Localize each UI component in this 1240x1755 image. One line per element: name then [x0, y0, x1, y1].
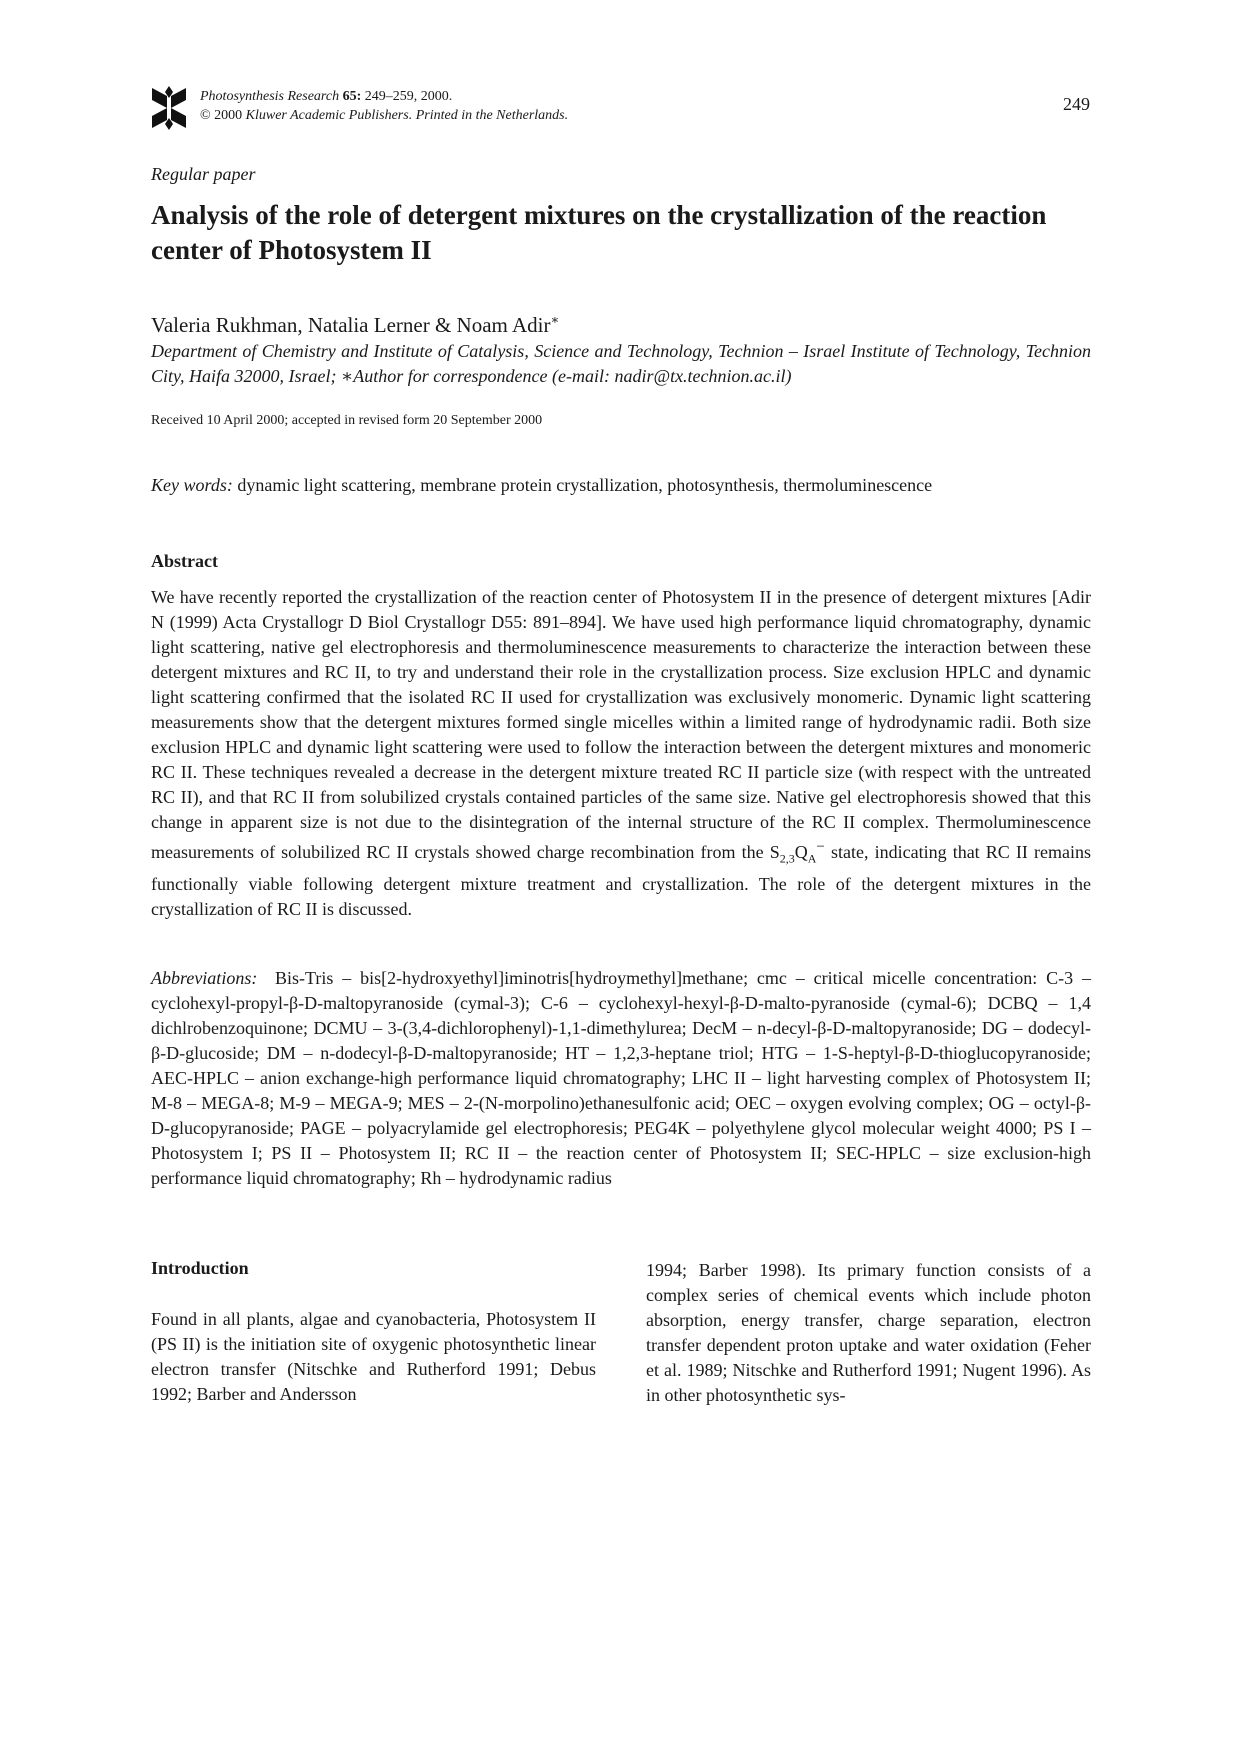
abstract-text-part-2: state, indicating that RC II remains functionally viable following detergent mixture treatment and crystallization. The role of the detergent mixtures in the crystallization of RC II is discussed. — [151, 842, 1091, 919]
journal-citation — [200, 87, 568, 125]
abstract-text-part-1: We have recently reported the crystallization of the reaction center of Photosystem II in the presence of detergent mixtures [Adir N (1999) Acta Crystallogr D Biol Crystallogr D55: 891–894]. We have used high performance liquid chromatography, dynamic light scattering, native gel electrophoresis and thermoluminescence measurements to characterize the interaction between these detergent mixtures and RC II, to try and understand their role in the crystallization process. Size exclusion HPLC and dynamic light scattering confirmed that the isolated RC II used for crystallization was exclusively monomeric. Dynamic light scattering measurements show that the detergent mixtures formed single micelles within a limited range of hydrodynamic radii. Both size exclusion HPLC and dynamic light scattering were used to follow the interaction between the detergent mixtures and monomeric RC II. These techniques revealed a decrease in the detergent mixture treated RC II particle size (with respect with the untreated RC II), and that RC II from solubilized crystals contained particles of the same size. Native gel electrophoresis showed that this change in apparent size is not due to the disintegration of the internal structure of the RC II complex. Thermoluminescence measurements of solubilized RC II crystals showed charge recombination from the S — [151, 587, 1091, 862]
abstract-subscript-2: A — [807, 851, 817, 866]
introduction-column-left: Found in all plants, algae and cyanobacteria, Photosystem II (PS II) is the initiation site of oxygenic photosynthetic linear electron transfer (Nitschke and Rutherford 1991; Debus 1992; Barber and Andersson — [151, 1309, 596, 1404]
publisher: Kluwer Academic Publishers. Printed in the Netherlands. — [245, 108, 569, 123]
keywords: dynamic light scattering, membrane protein crystallization, photosynthesis, thermoluminescence — [237, 475, 933, 495]
keywords-line — [151, 475, 1111, 496]
corresponding-author-mark: ∗ — [550, 312, 560, 327]
received-dates: Received 10 April 2000; accepted in revised form 20 September 2000 — [151, 413, 543, 428]
journal-volume: 65: — [342, 89, 362, 104]
author-list — [151, 312, 559, 338]
abstract-q: Q — [794, 842, 808, 862]
copyright: © 2000 — [200, 108, 243, 123]
publisher-logo-icon — [152, 86, 186, 130]
journal-pages-year: 249–259, 2000. — [364, 89, 453, 104]
abstract-heading: Abstract — [151, 551, 218, 571]
abbreviations-text: Bis-Tris – bis[2-hydroxyethyl]iminotris[hydroymethyl]methane; cmc – critical micelle concentration: C-3 – cyclohexyl-propyl-β-D-maltopyranoside (cymal-3); C-6 – cyclohexyl-hexyl-β-D-malto-pyranoside (cymal-6); DCBQ – 1,4 dichlrobenzoquinone; DCMU – 3-(3,4-dichlorophenyl)-1,1-dimethylurea; DecM – n-decyl-β-D-maltopyranoside; DG – dodecyl- β-D-glucoside; DM – n-dodecyl-β-D-maltopyranoside; HT – 1,2,3-heptane triol; HTG – 1-S-heptyl-β-D-thioglucopyranoside; AEC-HPLC – anion exchange-high performance liquid chromatography; LHC II – light harvesting complex of Photosystem II; M-8 – MEGA-8; M-9 – MEGA-9; MES – 2-(N-morpolino)ethanesulfonic acid; OEC – oxygen evolving complex; OG – octyl-β-D-glucopyranoside; PAGE – polyacrylamide gel electrophoresis; PEG4K – polyethylene glycol molecular weight 4000; PS I – Photosystem I; PS II – Photosystem II; RC II – the reaction center of Photosystem II; SEC-HPLC – size exclusion-high performance liquid chromatography; Rh – hydrodynamic radius — [151, 968, 1091, 1188]
keywords-label: Key words: — [151, 475, 233, 495]
authors: Valeria Rukhman, Natalia Lerner & Noam Adir — [151, 313, 551, 337]
abstract-body — [151, 585, 1091, 922]
abstract-subscript-1: 2,3 — [779, 851, 795, 866]
article-type: Regular paper — [151, 164, 256, 184]
abbreviations — [151, 966, 1091, 1191]
page-number: 249 — [1063, 94, 1090, 114]
article-title: Analysis of the role of detergent mixtures on the crystallization of the reaction center of Photosystem II — [151, 200, 1047, 265]
journal-name: Photosynthesis Research — [200, 89, 340, 104]
introduction-column-right: 1994; Barber 1998). Its primary function consists of a complex series of chemical events which include photon absorption, energy transfer, charge separation, electron transfer dependent proton uptake and water oxidation (Feher et al. 1989; Nitschke and Rutherford 1991; Nugent 1996). As in other photosynthetic sys- — [646, 1260, 1091, 1405]
introduction-heading: Introduction — [151, 1258, 249, 1278]
affiliation: Department of Chemistry and Institute of Catalysis, Science and Technology, Technion – Israel Institute of Technology, Technion City, Haifa 32000, Israel; ∗Author for correspondence (e-mail: nadir@tx.technion.ac.il) — [151, 341, 1091, 386]
abbreviations-label: Abbreviations: — [151, 968, 258, 988]
abstract-superscript: − — [816, 839, 825, 855]
